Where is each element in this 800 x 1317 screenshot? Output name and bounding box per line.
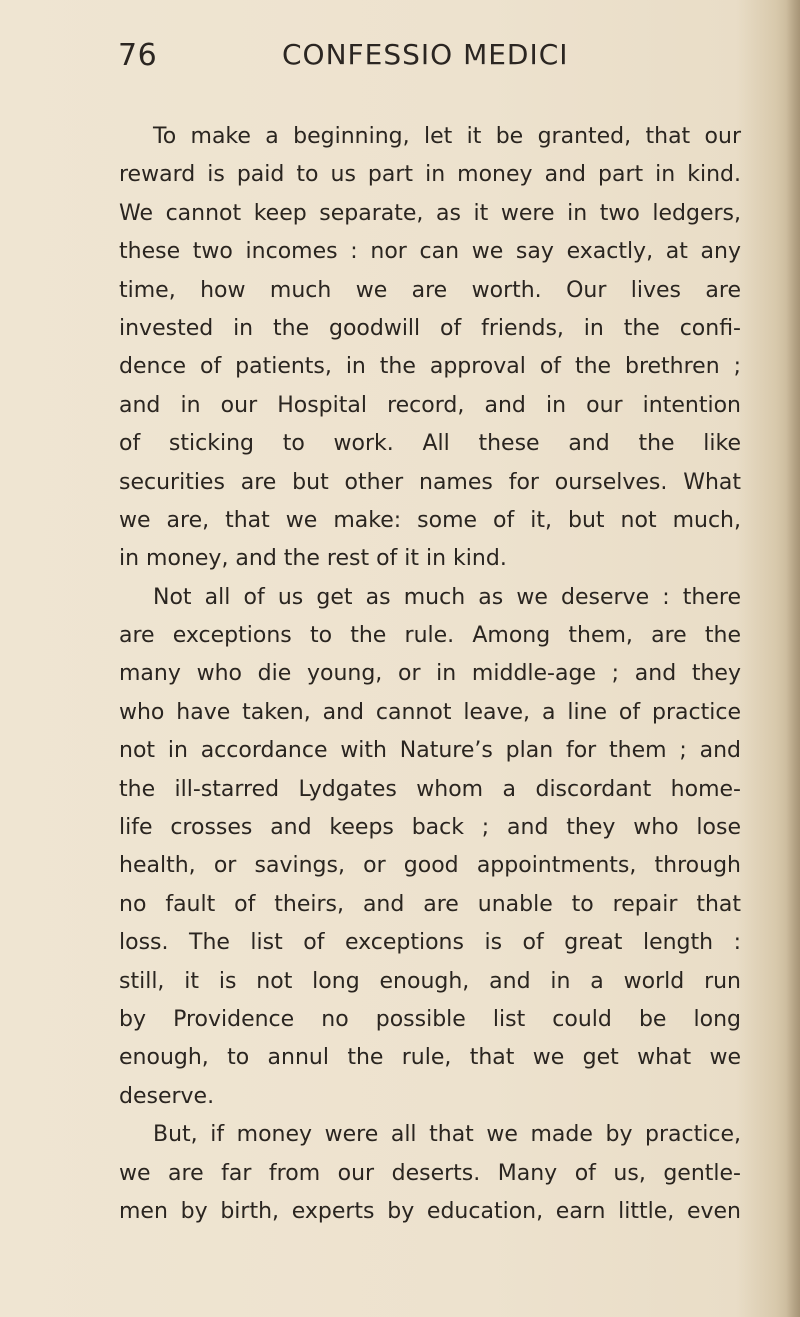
- text-line: by Providence no possible list could be long: [119, 1006, 741, 1032]
- text-line: who have taken, and cannot leave, a line of practice: [119, 699, 741, 725]
- text-line: loss. The list of exceptions is of great length :: [119, 930, 741, 956]
- body-text: [119, 118, 741, 1231]
- text-line: life crosses and keeps back ; and they who lose: [119, 815, 741, 841]
- running-title: CONFESSIO MEDICI: [282, 38, 569, 71]
- text-line: To make a beginning, let it be granted, that our: [153, 124, 741, 149]
- text-line: enough, to annul the rule, that we get what we: [119, 1045, 741, 1071]
- text-line: many who die young, or in middle-age ; and they: [119, 661, 741, 687]
- page-number: 76: [118, 38, 158, 73]
- text-line: are exceptions to the rule. Among them, are the: [119, 623, 741, 649]
- text-line: of sticking to work. All these and the like: [119, 431, 741, 457]
- page-edge-shadow: [786, 0, 800, 1317]
- text-line: still, it is not long enough, and in a world run: [119, 968, 741, 994]
- text-line: reward is paid to us part in money and part in kind.: [119, 162, 741, 188]
- running-head: [0, 38, 800, 82]
- text-line: Not all of us get as much as we deserve : there: [153, 584, 741, 610]
- text-line: in money, and the rest of it in kind.: [119, 546, 507, 572]
- text-line: the ill-starred Lydgates whom a discordant home-: [119, 776, 741, 802]
- text-line: But, if money were all that we made by practice,: [153, 1122, 741, 1148]
- text-line: health, or savings, or good appointments, through: [119, 853, 741, 879]
- text-line: men by birth, experts by education, earn little, even: [119, 1198, 741, 1224]
- text-line: we are far from our deserts. Many of us, gentle-: [119, 1160, 741, 1186]
- text-line: time, how much we are worth. Our lives are: [119, 277, 741, 303]
- text-line: we are, that we make: some of it, but not much,: [119, 507, 741, 533]
- text-line: securities are but other names for ourselves. What: [119, 469, 741, 495]
- text-line: dence of patients, in the approval of the brethren ;: [119, 354, 741, 380]
- text-line: We cannot keep separate, as it were in two ledgers,: [119, 200, 741, 226]
- text-line: these two incomes : nor can we say exactly, at any: [119, 239, 741, 265]
- text-line: and in our Hospital record, and in our intention: [119, 392, 741, 418]
- text-line: deserve.: [119, 1083, 215, 1109]
- text-line: not in accordance with Nature’s plan for them ; and: [119, 738, 741, 764]
- text-line: no fault of theirs, and are unable to repair that: [119, 891, 741, 917]
- text-line: invested in the goodwill of friends, in the confi-: [119, 315, 741, 341]
